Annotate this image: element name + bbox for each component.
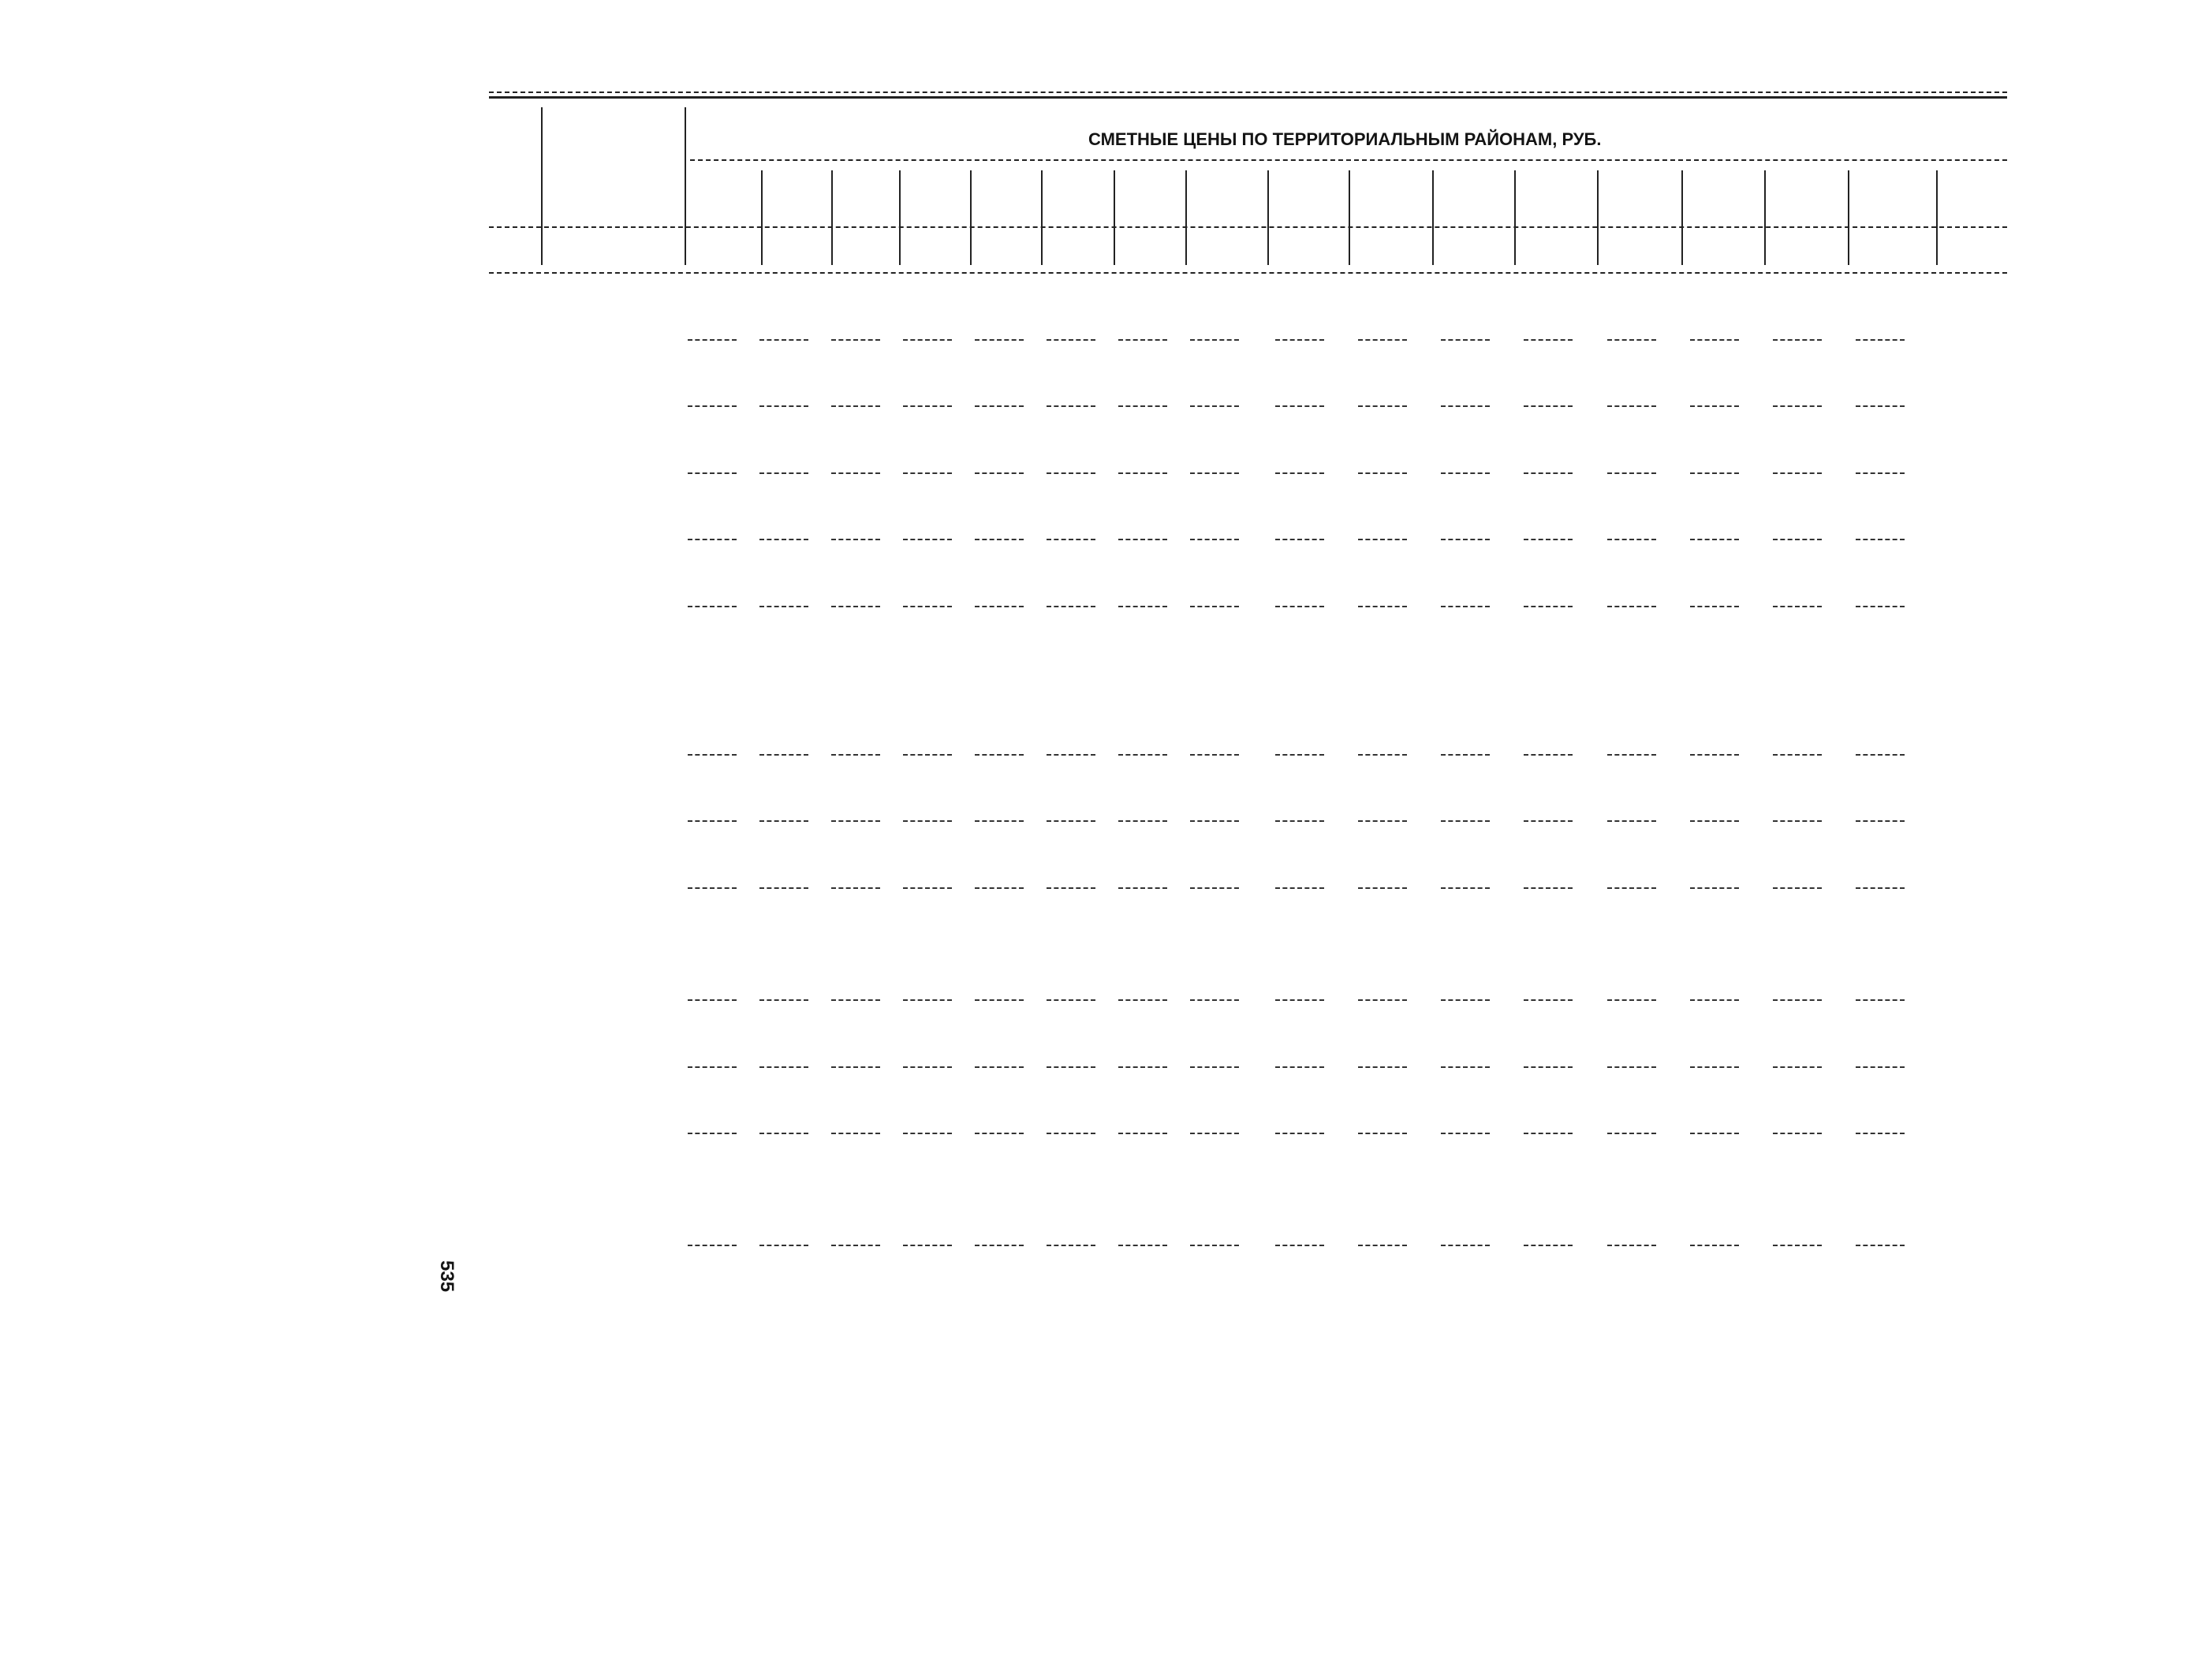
header-column-divider bbox=[1185, 170, 1187, 265]
fraction-line bbox=[1690, 887, 1739, 889]
fraction-line bbox=[1358, 887, 1407, 889]
header-column-divider bbox=[685, 107, 686, 265]
fraction-line bbox=[1607, 887, 1656, 889]
fraction-line bbox=[1524, 405, 1573, 407]
fraction-line bbox=[1047, 887, 1095, 889]
header-column-divider bbox=[541, 107, 543, 265]
fraction-line bbox=[975, 887, 1024, 889]
fraction-line bbox=[903, 754, 952, 756]
fraction-line bbox=[1690, 820, 1739, 822]
fraction-line bbox=[1773, 606, 1822, 607]
fraction-line bbox=[1607, 405, 1656, 407]
fraction-line bbox=[1190, 472, 1239, 474]
fraction-line bbox=[1690, 999, 1739, 1001]
fraction-line bbox=[688, 339, 737, 341]
fraction-line bbox=[1524, 887, 1573, 889]
fraction-line bbox=[1690, 1245, 1739, 1246]
fraction-line bbox=[831, 999, 880, 1001]
header-column-divider bbox=[761, 170, 763, 265]
fraction-line bbox=[831, 539, 880, 540]
fraction-line bbox=[1524, 820, 1573, 822]
fraction-line bbox=[1190, 999, 1239, 1001]
fraction-line bbox=[759, 754, 808, 756]
fraction-line bbox=[1690, 1066, 1739, 1068]
fraction-line bbox=[1524, 1066, 1573, 1068]
fraction-line bbox=[1607, 339, 1656, 341]
fraction-line bbox=[903, 1133, 952, 1134]
fraction-line bbox=[975, 405, 1024, 407]
fraction-line bbox=[1190, 820, 1239, 822]
fraction-line bbox=[831, 1245, 880, 1246]
fraction-line bbox=[1047, 606, 1095, 607]
header-column-divider bbox=[1936, 170, 1938, 265]
page-number: 535 bbox=[436, 1260, 457, 1293]
fraction-line bbox=[1118, 999, 1167, 1001]
fraction-line bbox=[1190, 405, 1239, 407]
fraction-line bbox=[1856, 472, 1905, 474]
fraction-line bbox=[1190, 539, 1239, 540]
header-column-divider bbox=[970, 170, 972, 265]
fraction-line bbox=[1607, 820, 1656, 822]
fraction-line bbox=[1118, 339, 1167, 341]
fraction-line bbox=[1358, 999, 1407, 1001]
fraction-line bbox=[1358, 472, 1407, 474]
fraction-line bbox=[1856, 754, 1905, 756]
fraction-line bbox=[1690, 1133, 1739, 1134]
fraction-line bbox=[1607, 472, 1656, 474]
fraction-line bbox=[975, 606, 1024, 607]
fraction-line bbox=[1275, 405, 1324, 407]
fraction-line bbox=[759, 472, 808, 474]
fraction-line bbox=[1690, 472, 1739, 474]
header-column-divider bbox=[1349, 170, 1350, 265]
fraction-line bbox=[1856, 405, 1905, 407]
fraction-line bbox=[1118, 1066, 1167, 1068]
fraction-line bbox=[1773, 1066, 1822, 1068]
header-column-divider bbox=[831, 170, 833, 265]
fraction-line bbox=[1118, 754, 1167, 756]
fraction-line bbox=[1190, 1245, 1239, 1246]
fraction-line bbox=[1358, 1245, 1407, 1246]
fraction-line bbox=[1118, 405, 1167, 407]
fraction-line bbox=[1441, 606, 1490, 607]
fraction-line bbox=[1856, 1245, 1905, 1246]
fraction-line bbox=[688, 1245, 737, 1246]
fraction-line bbox=[1690, 606, 1739, 607]
fraction-line bbox=[1607, 1133, 1656, 1134]
fraction-line bbox=[903, 539, 952, 540]
header-column-divider bbox=[899, 170, 901, 265]
fraction-line bbox=[1690, 539, 1739, 540]
fraction-line bbox=[1524, 999, 1573, 1001]
fraction-line bbox=[1773, 1133, 1822, 1134]
fraction-line bbox=[903, 1066, 952, 1068]
fraction-line bbox=[1190, 1133, 1239, 1134]
fraction-line bbox=[1275, 339, 1324, 341]
fraction-line bbox=[1047, 1066, 1095, 1068]
fraction-line bbox=[1524, 754, 1573, 756]
fraction-line bbox=[1856, 999, 1905, 1001]
fraction-line bbox=[1190, 339, 1239, 341]
fraction-line bbox=[688, 472, 737, 474]
fraction-line bbox=[1773, 754, 1822, 756]
fraction-line bbox=[1190, 1066, 1239, 1068]
fraction-line bbox=[1358, 1133, 1407, 1134]
fraction-line bbox=[1856, 1066, 1905, 1068]
fraction-line bbox=[1275, 1066, 1324, 1068]
fraction-line bbox=[688, 887, 737, 889]
header-mid-rule bbox=[489, 226, 2007, 228]
fraction-line bbox=[903, 887, 952, 889]
fraction-line bbox=[1190, 887, 1239, 889]
fraction-line bbox=[903, 405, 952, 407]
fraction-line bbox=[759, 606, 808, 607]
fraction-line bbox=[688, 606, 737, 607]
fraction-line bbox=[759, 1133, 808, 1134]
fraction-line bbox=[831, 472, 880, 474]
fraction-line bbox=[1441, 1066, 1490, 1068]
fraction-line bbox=[831, 339, 880, 341]
fraction-line bbox=[1047, 820, 1095, 822]
fraction-line bbox=[759, 1066, 808, 1068]
fraction-line bbox=[1358, 754, 1407, 756]
fraction-line bbox=[975, 472, 1024, 474]
fraction-line bbox=[1773, 339, 1822, 341]
header-column-divider bbox=[1848, 170, 1849, 265]
fraction-line bbox=[903, 1245, 952, 1246]
fraction-line bbox=[1856, 339, 1905, 341]
fraction-line bbox=[1047, 472, 1095, 474]
fraction-line bbox=[1441, 1133, 1490, 1134]
fraction-line bbox=[1275, 1245, 1324, 1246]
fraction-line bbox=[1690, 405, 1739, 407]
fraction-line bbox=[1358, 1066, 1407, 1068]
fraction-line bbox=[975, 1066, 1024, 1068]
fraction-line bbox=[1047, 539, 1095, 540]
fraction-line bbox=[759, 1245, 808, 1246]
fraction-line bbox=[1690, 754, 1739, 756]
fraction-line bbox=[1441, 539, 1490, 540]
fraction-line bbox=[759, 887, 808, 889]
fraction-line bbox=[1275, 820, 1324, 822]
fraction-line bbox=[831, 887, 880, 889]
fraction-line bbox=[1607, 539, 1656, 540]
header-column-divider bbox=[1432, 170, 1434, 265]
fraction-line bbox=[1856, 606, 1905, 607]
fraction-line bbox=[1190, 606, 1239, 607]
header-top-rule bbox=[489, 96, 2007, 99]
fraction-line bbox=[1441, 754, 1490, 756]
fraction-line bbox=[1773, 405, 1822, 407]
fraction-line bbox=[688, 754, 737, 756]
fraction-line bbox=[1358, 820, 1407, 822]
fraction-line bbox=[1607, 754, 1656, 756]
fraction-line bbox=[1524, 1133, 1573, 1134]
fraction-line bbox=[831, 1133, 880, 1134]
fraction-line bbox=[759, 999, 808, 1001]
fraction-line bbox=[1190, 754, 1239, 756]
fraction-line bbox=[1441, 339, 1490, 341]
fraction-line bbox=[1524, 1245, 1573, 1246]
header-subtitle-rule bbox=[690, 159, 2007, 161]
header-column-divider bbox=[1764, 170, 1766, 265]
fraction-line bbox=[1118, 1245, 1167, 1246]
fraction-line bbox=[975, 539, 1024, 540]
fraction-line bbox=[1773, 539, 1822, 540]
fraction-line bbox=[1275, 539, 1324, 540]
header-column-divider bbox=[1681, 170, 1683, 265]
fraction-line bbox=[975, 339, 1024, 341]
header-column-divider bbox=[1597, 170, 1599, 265]
fraction-line bbox=[1524, 472, 1573, 474]
fraction-line bbox=[1275, 606, 1324, 607]
fraction-line bbox=[1275, 1133, 1324, 1134]
fraction-line bbox=[1856, 887, 1905, 889]
fraction-line bbox=[1118, 472, 1167, 474]
fraction-line bbox=[688, 1133, 737, 1134]
header-column-divider bbox=[1514, 170, 1516, 265]
fraction-line bbox=[1524, 339, 1573, 341]
fraction-line bbox=[1358, 539, 1407, 540]
fraction-line bbox=[903, 999, 952, 1001]
fraction-line bbox=[759, 820, 808, 822]
fraction-line bbox=[831, 405, 880, 407]
fraction-line bbox=[759, 539, 808, 540]
fraction-line bbox=[1358, 339, 1407, 341]
fraction-line bbox=[1856, 820, 1905, 822]
fraction-line bbox=[1607, 1066, 1656, 1068]
fraction-line bbox=[1607, 1245, 1656, 1246]
header-top-dashed-rule bbox=[489, 91, 2007, 93]
fraction-line bbox=[1524, 606, 1573, 607]
table-title: СМЕТНЫЕ ЦЕНЫ ПО ТЕРРИТОРИАЛЬНЫМ РАЙОНАМ, РУБ. bbox=[1088, 129, 1602, 149]
fraction-line bbox=[1607, 606, 1656, 607]
fraction-line bbox=[1441, 1245, 1490, 1246]
fraction-line bbox=[1118, 1133, 1167, 1134]
fraction-line bbox=[1275, 999, 1324, 1001]
header-column-divider bbox=[1267, 170, 1269, 265]
fraction-line bbox=[1441, 405, 1490, 407]
fraction-line bbox=[1441, 472, 1490, 474]
header-column-divider bbox=[1114, 170, 1115, 265]
fraction-line bbox=[1607, 999, 1656, 1001]
fraction-line bbox=[975, 1245, 1024, 1246]
fraction-line bbox=[903, 339, 952, 341]
fraction-line bbox=[1047, 754, 1095, 756]
fraction-line bbox=[975, 1133, 1024, 1134]
fraction-line bbox=[1856, 539, 1905, 540]
fraction-line bbox=[1118, 539, 1167, 540]
fraction-line bbox=[831, 820, 880, 822]
fraction-line bbox=[1773, 999, 1822, 1001]
fraction-line bbox=[1047, 339, 1095, 341]
fraction-line bbox=[1690, 339, 1739, 341]
fraction-line bbox=[1773, 820, 1822, 822]
fraction-line bbox=[1773, 887, 1822, 889]
header-column-divider bbox=[1041, 170, 1043, 265]
fraction-line bbox=[1047, 405, 1095, 407]
fraction-line bbox=[1047, 999, 1095, 1001]
fraction-line bbox=[831, 606, 880, 607]
fraction-line bbox=[688, 820, 737, 822]
fraction-line bbox=[1358, 606, 1407, 607]
fraction-line bbox=[831, 1066, 880, 1068]
fraction-line bbox=[1441, 887, 1490, 889]
fraction-line bbox=[975, 754, 1024, 756]
fraction-line bbox=[688, 999, 737, 1001]
fraction-line bbox=[903, 606, 952, 607]
fraction-line bbox=[1773, 472, 1822, 474]
fraction-line bbox=[1118, 820, 1167, 822]
fraction-line bbox=[975, 999, 1024, 1001]
fraction-line bbox=[759, 405, 808, 407]
fraction-line bbox=[1441, 999, 1490, 1001]
fraction-line bbox=[1358, 405, 1407, 407]
fraction-line bbox=[975, 820, 1024, 822]
fraction-line bbox=[903, 472, 952, 474]
fraction-line bbox=[759, 339, 808, 341]
fraction-line bbox=[688, 405, 737, 407]
fraction-line bbox=[1275, 887, 1324, 889]
fraction-line bbox=[1275, 754, 1324, 756]
fraction-line bbox=[1856, 1133, 1905, 1134]
fraction-line bbox=[1047, 1245, 1095, 1246]
fraction-line bbox=[688, 1066, 737, 1068]
fraction-line bbox=[688, 539, 737, 540]
fraction-line bbox=[1047, 1133, 1095, 1134]
fraction-line bbox=[831, 754, 880, 756]
fraction-line bbox=[1524, 539, 1573, 540]
fraction-line bbox=[1275, 472, 1324, 474]
fraction-line bbox=[1773, 1245, 1822, 1246]
fraction-line bbox=[903, 820, 952, 822]
fraction-line bbox=[1118, 887, 1167, 889]
header-bottom-rule bbox=[489, 272, 2007, 274]
fraction-line bbox=[1441, 820, 1490, 822]
fraction-line bbox=[1118, 606, 1167, 607]
